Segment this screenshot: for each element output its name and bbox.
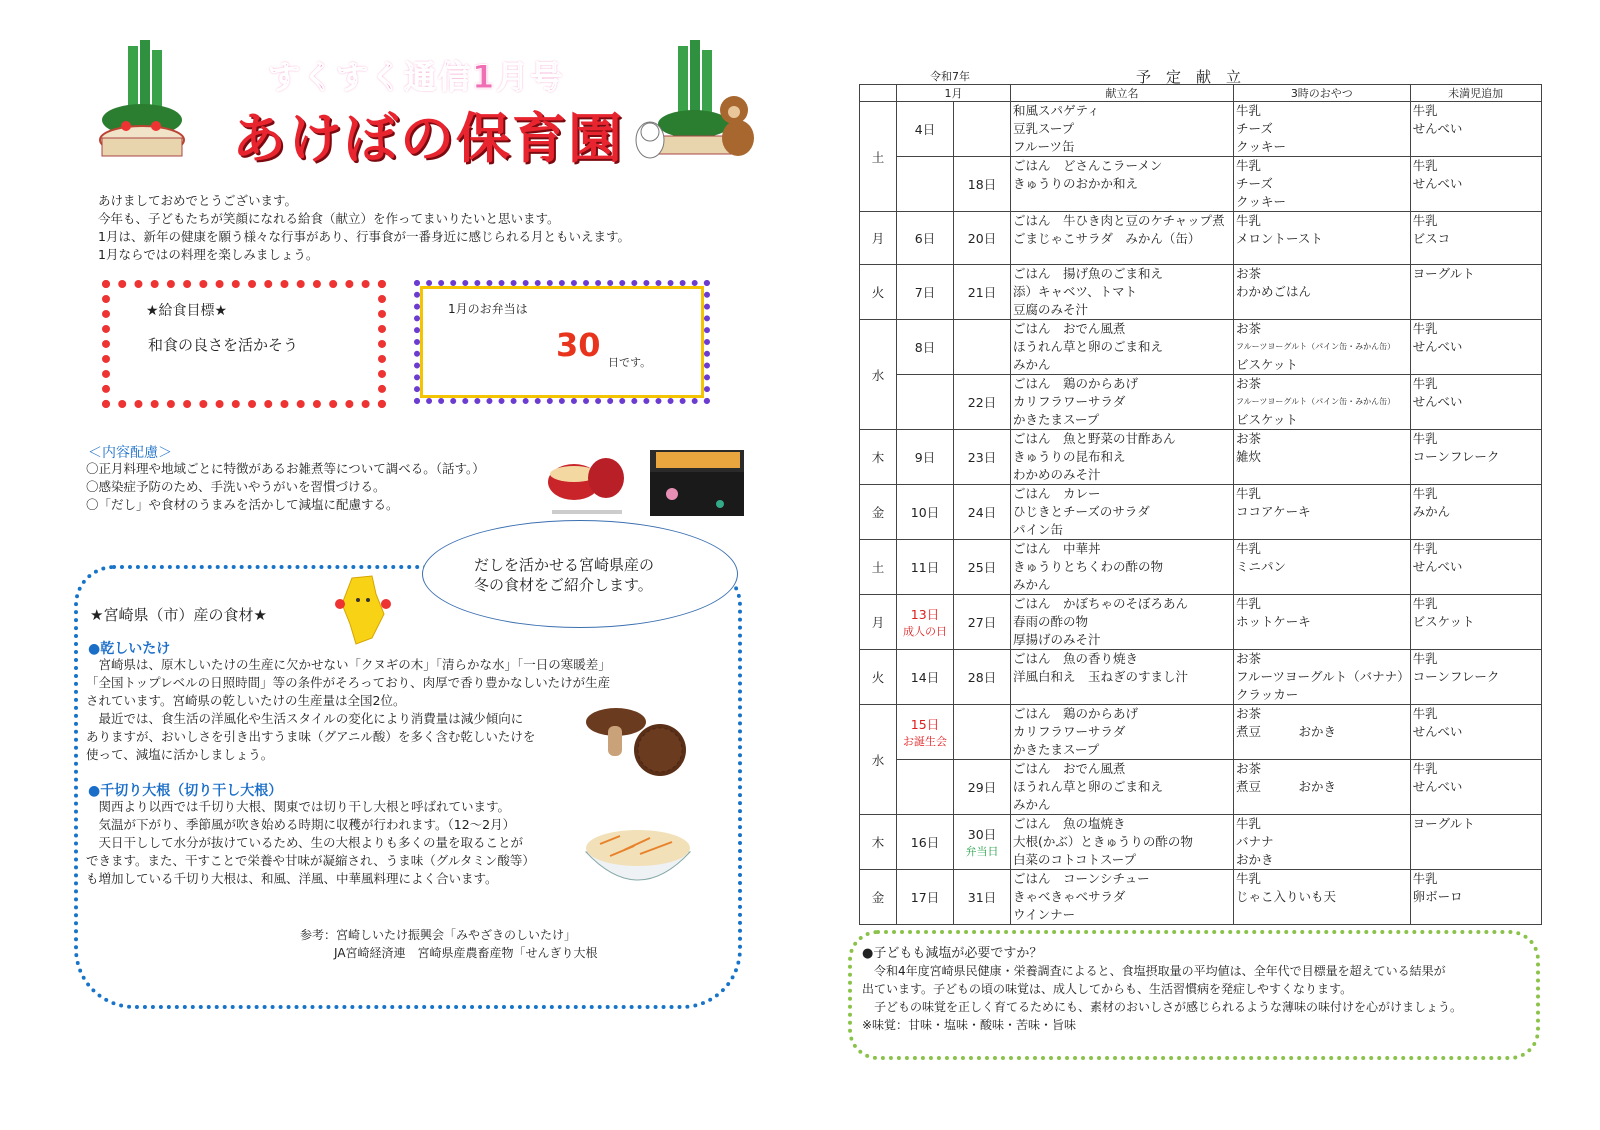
snack-cell bbox=[1234, 705, 1411, 760]
content-item-3: 〇「だし」や食材のうまみを活かして減塩に配慮する。 bbox=[86, 497, 399, 512]
snack-line: 牛乳 bbox=[1236, 213, 1262, 228]
header-month: 1月 bbox=[897, 85, 1011, 102]
dish-line: ほうれん草と卵のごま和え bbox=[1013, 339, 1164, 354]
extra-cell bbox=[1410, 760, 1541, 815]
dish-line: 厚揚げのみそ汁 bbox=[1013, 632, 1101, 647]
date-cell-1 bbox=[897, 212, 954, 265]
date-cell-1 bbox=[897, 485, 954, 540]
date-cell-2 bbox=[954, 540, 1011, 595]
date-1: 6日 bbox=[914, 231, 936, 246]
extra-cell bbox=[1410, 815, 1541, 870]
snack-line: お茶 bbox=[1236, 431, 1262, 446]
newsletter-subtitle: すくすく通信1月号 bbox=[268, 58, 565, 96]
daikon-line-4: できます。また、干すことで栄養や甘味が凝縮され、うま味（グルタミン酸等） bbox=[86, 853, 535, 868]
header-extra: 未満児追加 bbox=[1410, 85, 1541, 102]
snack-line: おかき bbox=[1236, 852, 1274, 867]
date-1-note: 成人の日 bbox=[903, 625, 947, 638]
dish-line: ごはん コーンシチュー bbox=[1013, 871, 1150, 886]
dish-line: 春雨の酢の物 bbox=[1013, 614, 1089, 629]
kadomatsu-right-icon bbox=[630, 40, 760, 162]
intro-line-1: あけましておめでとうございます。 bbox=[98, 193, 298, 208]
header-dish: 献立名 bbox=[1011, 85, 1234, 102]
snack-line: お茶 bbox=[1236, 706, 1262, 721]
table-row bbox=[860, 650, 1542, 705]
menu-title: 予 定 献 立 bbox=[1136, 68, 1242, 86]
content-item-1: 〇正月料理や地域ごとに特徴があるお雑煮等について調べる。（話す。） bbox=[86, 461, 485, 476]
bento-label: 1月のお弁当は bbox=[448, 302, 528, 316]
bento-suffix: 日です。 bbox=[608, 356, 652, 369]
date-cell-1 bbox=[897, 760, 954, 815]
salt-line-3: 子どもの味覚を正しく育てるためにも、素材のおいしさが感じられるような薄味の味付けを心がけましょう。 bbox=[862, 1000, 1463, 1014]
dish-line: わかめのみそ汁 bbox=[1013, 467, 1101, 482]
snack-line: メロントースト bbox=[1236, 231, 1323, 246]
date-1: 11日 bbox=[910, 560, 940, 575]
dish-line: ひじきとチーズのサラダ bbox=[1013, 504, 1150, 519]
bubble-line-1: だしを活かせる宮崎県産の bbox=[474, 556, 655, 574]
date-2: 20日 bbox=[967, 231, 997, 246]
dish-cell bbox=[1011, 870, 1234, 925]
shiitake-line-5: ありますが、おいしさを引き出すうま味（グアニル酸）を多く含む乾しいたけを bbox=[86, 729, 536, 744]
dish-line: ごはん かぼちゃのそぼろあん bbox=[1013, 596, 1189, 611]
snack-line: ビスケット bbox=[1236, 412, 1298, 427]
extra-line: 牛乳 bbox=[1412, 213, 1438, 228]
weekday-cell: 土 bbox=[860, 540, 897, 595]
snack-line: クッキー bbox=[1236, 139, 1287, 154]
snack-line: 牛乳 bbox=[1236, 158, 1262, 173]
snack-line: ホットケーキ bbox=[1236, 614, 1311, 629]
snack-cell bbox=[1234, 815, 1411, 870]
dish-line: 和風スパゲティ bbox=[1013, 103, 1100, 118]
table-row bbox=[860, 320, 1542, 375]
dish-cell bbox=[1011, 320, 1234, 375]
extra-cell bbox=[1410, 430, 1541, 485]
extra-line: コーンフレーク bbox=[1412, 669, 1500, 684]
table-row bbox=[860, 212, 1542, 265]
snack-line: フルーツヨーグルト（パイン缶・みかん缶） bbox=[1236, 342, 1396, 351]
date-2: 31日 bbox=[967, 890, 997, 905]
daikon-line-5: も増加している千切り大根は、和風、洋風、中華風料理によく合います。 bbox=[86, 871, 498, 886]
snack-cell bbox=[1234, 540, 1411, 595]
date-1: 10日 bbox=[910, 505, 940, 520]
date-cell-2 bbox=[954, 485, 1011, 540]
snack-cell bbox=[1234, 102, 1411, 157]
snack-line: ココアケーキ bbox=[1236, 504, 1311, 519]
extra-line: 牛乳 bbox=[1412, 376, 1438, 391]
dish-cell bbox=[1011, 485, 1234, 540]
dish-cell bbox=[1011, 760, 1234, 815]
date-1: 9日 bbox=[914, 450, 936, 465]
table-row bbox=[860, 760, 1542, 815]
snack-cell bbox=[1234, 870, 1411, 925]
date-cell-2 bbox=[954, 375, 1011, 430]
snack-cell bbox=[1234, 265, 1411, 320]
date-cell-2 bbox=[954, 705, 1011, 760]
newsletter-title: あけぼの保育園 bbox=[232, 107, 624, 170]
daikon-line-2: 気温が下がり、季節風が吹き始める時期に収穫が行われます。（12～2月） bbox=[86, 817, 516, 832]
shiitake-line-2: 「全国トップレベルの日照時間」等の条件がそろっており、肉厚で香り豊かなしいたけが生産 bbox=[86, 675, 611, 690]
date-cell-1 bbox=[897, 540, 954, 595]
shiitake-line-1: 宮崎県は、原木しいたけの生産に欠かせない「クヌギの木」「清らかな水」「一日の寒暖差」 bbox=[86, 657, 611, 672]
extra-line: ビスコ bbox=[1412, 231, 1451, 246]
snack-cell bbox=[1234, 430, 1411, 485]
dish-line: 大根(かぶ）ときゅうりの酢の物 bbox=[1013, 834, 1193, 849]
intro-line-2: 今年も、子どもたちが笑顔になれる給食（献立）を作ってまいりたいと思います。 bbox=[98, 211, 560, 226]
extra-line: ヨーグルト bbox=[1412, 816, 1475, 831]
dish-cell bbox=[1011, 815, 1234, 870]
daikon-line-3: 天日干しして水分が抜けているため、生の大根よりも多くの量を取ることが bbox=[86, 835, 524, 850]
date-cell-1 bbox=[897, 265, 954, 320]
extra-line: せんべい bbox=[1412, 724, 1463, 739]
date-cell-2 bbox=[954, 870, 1011, 925]
snack-cell bbox=[1234, 485, 1411, 540]
dish-line: みかん bbox=[1013, 797, 1051, 812]
dish-line: かきたまスープ bbox=[1013, 742, 1100, 757]
extra-line: コーンフレーク bbox=[1412, 449, 1500, 464]
dish-line: ごはん 魚の香り焼き bbox=[1013, 651, 1139, 666]
snack-line: 牛乳 bbox=[1236, 486, 1262, 501]
table-row bbox=[860, 705, 1542, 760]
bento-number: 30 bbox=[556, 326, 601, 364]
dish-line: ごはん 中華丼 bbox=[1013, 541, 1101, 556]
content-heading: ＜内容配慮＞ bbox=[88, 445, 172, 461]
date-1-note: お誕生会 bbox=[903, 735, 947, 748]
extra-line: ヨーグルト bbox=[1412, 266, 1475, 281]
snack-line: じゃこ入りいも天 bbox=[1236, 889, 1337, 904]
dish-cell bbox=[1011, 375, 1234, 430]
dish-line: カリフラワーサラダ bbox=[1013, 724, 1126, 739]
dish-line: ごはん 揚げ魚のごま和え bbox=[1013, 266, 1164, 281]
weekday-cell: 水 bbox=[860, 705, 897, 815]
date-2: 28日 bbox=[967, 670, 997, 685]
snack-line: お茶 bbox=[1236, 651, 1262, 666]
bubble-line-2: 冬の食材をご紹介します。 bbox=[474, 576, 653, 594]
date-cell-2 bbox=[954, 320, 1011, 375]
extra-cell bbox=[1410, 375, 1541, 430]
snack-line: クラッカー bbox=[1236, 687, 1299, 702]
dish-line: きゅうりのおかか和え bbox=[1013, 176, 1139, 191]
extra-line: 牛乳 bbox=[1412, 321, 1438, 336]
extra-line: せんべい bbox=[1412, 339, 1463, 354]
dish-line: かきたまスープ bbox=[1013, 412, 1100, 427]
snack-line: 牛乳 bbox=[1236, 596, 1262, 611]
menu-table bbox=[859, 84, 1542, 925]
extra-line: せんべい bbox=[1412, 394, 1463, 409]
dish-line: 洋風白和え 玉ねぎのすまし汁 bbox=[1013, 669, 1189, 684]
shiitake-line-3: されています。宮崎県の乾しいたけの生産量は全国2位。 bbox=[86, 693, 406, 708]
snack-line: フルーツヨーグルト（バナナ） bbox=[1236, 669, 1410, 684]
dish-line: きゅうりとちくわの酢の物 bbox=[1013, 559, 1164, 574]
date-2: 22日 bbox=[967, 395, 997, 410]
snack-line: お茶 bbox=[1236, 321, 1262, 336]
weekday-cell: 月 bbox=[860, 212, 897, 265]
date-1: 13日 bbox=[910, 607, 940, 622]
snack-line: 牛乳 bbox=[1236, 103, 1262, 118]
goal-heading: ★給食目標★ bbox=[146, 303, 228, 319]
menu-header-row bbox=[860, 85, 1542, 102]
osechi-box-icon bbox=[648, 440, 746, 518]
intro-line-3: 1月は、新年の健康を願う様々な行事があり、行事食が一番身近に感じられる月ともいえます。 bbox=[98, 229, 630, 244]
snack-line: 牛乳 bbox=[1236, 816, 1262, 831]
weekday-cell: 火 bbox=[860, 650, 897, 705]
content-item-2: 〇感染症予防のため、手洗いやうがいを習慣づける。 bbox=[86, 479, 386, 494]
table-row bbox=[860, 265, 1542, 320]
dish-line: ごはん 鶏のからあげ bbox=[1013, 706, 1139, 721]
snack-line: チーズ bbox=[1236, 121, 1273, 136]
extra-line: ビスケット bbox=[1412, 614, 1475, 629]
snack-cell bbox=[1234, 595, 1411, 650]
table-row bbox=[860, 102, 1542, 157]
snack-line: フルーツヨーグルト（パイン缶・みかん缶） bbox=[1236, 397, 1396, 406]
dish-line: ごはん 牛ひき肉と豆のケチャップ煮 bbox=[1013, 213, 1225, 228]
snack-cell bbox=[1234, 320, 1411, 375]
extra-line: せんべい bbox=[1412, 176, 1463, 191]
extra-cell bbox=[1410, 320, 1541, 375]
dish-line: ごはん おでん風煮 bbox=[1013, 761, 1126, 776]
date-2: 29日 bbox=[967, 780, 997, 795]
date-2: 27日 bbox=[967, 615, 997, 630]
extra-line: 牛乳 bbox=[1412, 706, 1438, 721]
snack-line: お茶 bbox=[1236, 266, 1262, 281]
date-1: 16日 bbox=[910, 835, 940, 850]
weekday-cell: 火 bbox=[860, 265, 897, 320]
weekday-cell: 土 bbox=[860, 102, 897, 212]
dish-line: ごまじゃこサラダ みかん（缶） bbox=[1013, 231, 1201, 246]
date-cell-1 bbox=[897, 157, 954, 212]
dish-line: フルーツ缶 bbox=[1013, 139, 1075, 154]
snack-cell bbox=[1234, 760, 1411, 815]
goal-text: 和食の良さを活かそう bbox=[148, 336, 299, 354]
date-2: 21日 bbox=[967, 285, 997, 300]
date-1: 7日 bbox=[914, 285, 936, 300]
dish-line: ほうれん草と卵のごま和え bbox=[1013, 779, 1164, 794]
reference-1: 参考：宮崎しいたけ振興会「みやざきのしいたけ」 bbox=[300, 928, 577, 942]
extra-cell bbox=[1410, 705, 1541, 760]
snack-line: 煮豆 おかき bbox=[1236, 724, 1337, 739]
snack-line: バナナ bbox=[1236, 834, 1274, 849]
date-2-note: 弁当日 bbox=[965, 845, 999, 858]
weekday-cell: 水 bbox=[860, 320, 897, 430]
dish-cell bbox=[1011, 102, 1234, 157]
snack-cell bbox=[1234, 650, 1411, 705]
shiitake-line-4: 最近では、食生活の洋風化や生活スタイルの変化により消費量は減少傾向に bbox=[86, 711, 524, 726]
dish-line: きゃべきゃべサラダ bbox=[1013, 889, 1126, 904]
date-cell-1 bbox=[897, 375, 954, 430]
snack-line: わかめごはん bbox=[1236, 284, 1312, 299]
extra-line: せんべい bbox=[1412, 121, 1463, 136]
date-cell-2 bbox=[954, 650, 1011, 705]
shiitake-title: ●乾しいたけ bbox=[88, 641, 171, 657]
intro-line-4: 1月ならではの料理を楽しみましょう。 bbox=[98, 247, 319, 262]
date-2: 23日 bbox=[967, 450, 997, 465]
dish-line: ごはん カレー bbox=[1013, 486, 1101, 501]
dish-line: ごはん 魚の塩焼き bbox=[1013, 816, 1126, 831]
table-row bbox=[860, 430, 1542, 485]
reference-2: JA宮崎経済連 宮崎県産農畜産物「せんぎり大根 bbox=[334, 946, 598, 960]
salt-line-4: ※味覚：甘味・塩味・酸味・苦味・旨味 bbox=[862, 1018, 1077, 1032]
snack-line: ビスケット bbox=[1236, 357, 1298, 372]
extra-line: 卵ボーロ bbox=[1412, 889, 1463, 904]
snack-line: 牛乳 bbox=[1236, 871, 1262, 886]
dish-cell bbox=[1011, 650, 1234, 705]
extra-cell bbox=[1410, 595, 1541, 650]
extra-line: せんべい bbox=[1412, 559, 1463, 574]
dish-line: 白菜のコトコトスープ bbox=[1013, 852, 1137, 867]
extra-cell bbox=[1410, 265, 1541, 320]
dish-cell bbox=[1011, 595, 1234, 650]
extra-line: せんべい bbox=[1412, 779, 1463, 794]
kadomatsu-left-icon bbox=[96, 40, 188, 162]
extra-line: 牛乳 bbox=[1412, 486, 1438, 501]
date-cell-1 bbox=[897, 430, 954, 485]
shiitake-mushroom-icon bbox=[584, 704, 690, 776]
date-2: 25日 bbox=[967, 560, 997, 575]
weekday-cell: 金 bbox=[860, 870, 897, 925]
extra-line: 牛乳 bbox=[1412, 761, 1438, 776]
table-row bbox=[860, 595, 1542, 650]
dish-line: ごはん どさんこラーメン bbox=[1013, 158, 1163, 173]
date-cell-1 bbox=[897, 705, 954, 760]
menu-era: 令和7年 bbox=[930, 70, 970, 83]
date-1: 14日 bbox=[910, 670, 940, 685]
dish-line: 豆腐のみそ汁 bbox=[1013, 302, 1089, 317]
dish-line: みかん bbox=[1013, 357, 1051, 372]
date-cell-1 bbox=[897, 870, 954, 925]
dish-line: パイン缶 bbox=[1013, 522, 1064, 537]
snack-line: お茶 bbox=[1236, 761, 1262, 776]
date-cell-2 bbox=[954, 815, 1011, 870]
extra-cell bbox=[1410, 212, 1541, 265]
date-cell-2 bbox=[954, 595, 1011, 650]
date-1: 8日 bbox=[914, 340, 936, 355]
date-2: 30日 bbox=[967, 827, 997, 842]
ozoni-bowl-icon bbox=[544, 452, 634, 522]
snack-line: 雑炊 bbox=[1236, 449, 1262, 464]
snack-cell bbox=[1234, 157, 1411, 212]
extra-line: 牛乳 bbox=[1412, 431, 1438, 446]
snack-cell bbox=[1234, 212, 1411, 265]
date-cell-2 bbox=[954, 760, 1011, 815]
local-heading: ★宮崎県（市）産の食材★ bbox=[90, 606, 267, 624]
dish-line: きゅうりの昆布和え bbox=[1013, 449, 1126, 464]
dish-cell bbox=[1011, 430, 1234, 485]
weekday-cell: 木 bbox=[860, 815, 897, 870]
dish-cell bbox=[1011, 212, 1234, 265]
dish-line: ごはん おでん風煮 bbox=[1013, 321, 1126, 336]
date-cell-2 bbox=[954, 157, 1011, 212]
date-2: 24日 bbox=[967, 505, 997, 520]
date-1: 15日 bbox=[910, 717, 940, 732]
snack-line: 牛乳 bbox=[1236, 541, 1262, 556]
extra-cell bbox=[1410, 870, 1541, 925]
dish-cell bbox=[1011, 265, 1234, 320]
date-1: 4日 bbox=[914, 122, 936, 137]
snack-cell bbox=[1234, 375, 1411, 430]
dish-cell bbox=[1011, 705, 1234, 760]
dish-line: ごはん 魚と野菜の甘酢あん bbox=[1013, 431, 1176, 446]
snack-line: お茶 bbox=[1236, 376, 1262, 391]
table-row bbox=[860, 815, 1542, 870]
table-row bbox=[860, 485, 1542, 540]
salt-line-1: 令和4年度宮崎県民健康・栄養調査によると、食塩摂取量の平均値は、全年代で目標量を超えている結果が bbox=[862, 964, 1446, 978]
dish-line: みかん bbox=[1013, 577, 1051, 592]
date-cell-1 bbox=[897, 650, 954, 705]
weekday-cell: 木 bbox=[860, 430, 897, 485]
extra-cell bbox=[1410, 650, 1541, 705]
salt-heading: ●子どもも減塩が必要ですか？ bbox=[862, 946, 1043, 961]
daikon-title: ●千切り大根（切り干し大根） bbox=[88, 783, 283, 799]
dish-cell bbox=[1011, 540, 1234, 595]
extra-line: 牛乳 bbox=[1412, 541, 1438, 556]
snack-line: 煮豆 おかき bbox=[1236, 779, 1337, 794]
miyazaki-mascot-icon bbox=[332, 574, 392, 646]
extra-line: 牛乳 bbox=[1412, 103, 1438, 118]
date-cell-1 bbox=[897, 595, 954, 650]
kiriboshi-daikon-bowl-icon bbox=[580, 808, 696, 900]
dish-line: ごはん 鶏のからあげ bbox=[1013, 376, 1139, 391]
table-row bbox=[860, 540, 1542, 595]
dish-line: カリフラワーサラダ bbox=[1013, 394, 1126, 409]
header-snack: 3時のおやつ bbox=[1234, 85, 1411, 102]
table-row bbox=[860, 870, 1542, 925]
extra-cell bbox=[1410, 540, 1541, 595]
date-cell-2 bbox=[954, 212, 1011, 265]
date-cell-1 bbox=[897, 320, 954, 375]
date-1: 17日 bbox=[910, 890, 940, 905]
date-2: 18日 bbox=[967, 177, 997, 192]
snack-line: クッキー bbox=[1236, 194, 1287, 209]
shiitake-line-6: 使って、減塩に活かしましょう。 bbox=[86, 747, 274, 762]
extra-line: 牛乳 bbox=[1412, 871, 1438, 886]
weekday-cell: 月 bbox=[860, 595, 897, 650]
extra-line: みかん bbox=[1412, 504, 1451, 519]
dish-line: ウインナー bbox=[1013, 907, 1076, 922]
snack-line: ミニパン bbox=[1236, 559, 1287, 574]
dish-line: 豆乳スープ bbox=[1013, 121, 1075, 136]
extra-cell bbox=[1410, 157, 1541, 212]
header-day bbox=[860, 85, 897, 102]
date-cell-1 bbox=[897, 815, 954, 870]
salt-line-2: 出ています。子どもの頃の味覚は、成人してからも、生活習慣病を発症しやすくなります。 bbox=[862, 982, 1353, 996]
extra-line: 牛乳 bbox=[1412, 651, 1438, 666]
weekday-cell: 金 bbox=[860, 485, 897, 540]
extra-line: 牛乳 bbox=[1412, 596, 1438, 611]
date-cell-2 bbox=[954, 430, 1011, 485]
extra-cell bbox=[1410, 102, 1541, 157]
snack-line: チーズ bbox=[1236, 176, 1273, 191]
table-row bbox=[860, 157, 1542, 212]
date-cell-1 bbox=[897, 102, 954, 157]
extra-cell bbox=[1410, 485, 1541, 540]
daikon-line-1: 関西より以西では千切り大根、関東では切り干し大根と呼ばれています。 bbox=[86, 799, 511, 814]
extra-line: 牛乳 bbox=[1412, 158, 1438, 173]
dish-cell bbox=[1011, 157, 1234, 212]
table-row bbox=[860, 375, 1542, 430]
dish-line: 添）キャベツ、トマト bbox=[1013, 284, 1138, 299]
date-cell-2 bbox=[954, 265, 1011, 320]
date-cell-2 bbox=[954, 102, 1011, 157]
